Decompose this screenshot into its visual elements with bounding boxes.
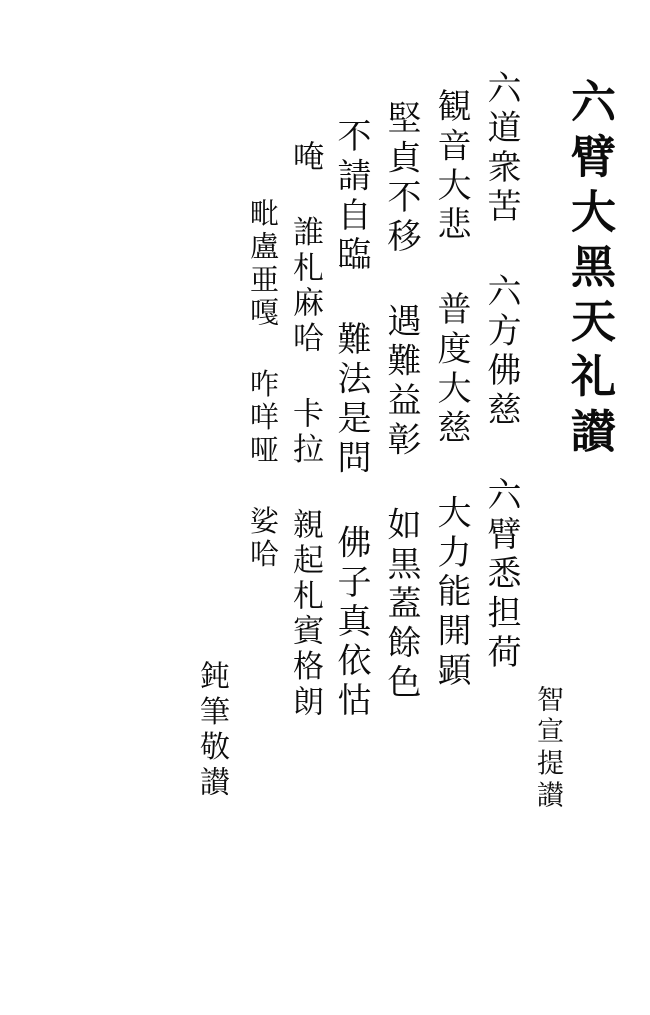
document-title: 六臂大黑天礼讃 — [563, 78, 616, 463]
verse-line-2: 観音大悲 普度大慈 大力能開顕 — [431, 88, 471, 692]
verse-line-1: 六道衆苦 六方佛慈 六臂悉担荷 — [481, 70, 521, 674]
verse-line-4: 不請自臨 難法是問 佛子真依怙 — [331, 118, 371, 722]
mantra-line-1: 唵 誰札麻哈 卡拉 親起札賓格朗 — [287, 140, 323, 721]
signature: 鈍筆敬讃 — [194, 660, 229, 802]
document-attribution: 智宣提讃 — [532, 685, 563, 813]
verse-line-3: 堅貞不移 遇難益彰 如黒蓋餘色 — [381, 100, 421, 704]
mantra-line-2: 毗盧亜嘎 咋咩哑 娑哈 — [246, 198, 280, 572]
